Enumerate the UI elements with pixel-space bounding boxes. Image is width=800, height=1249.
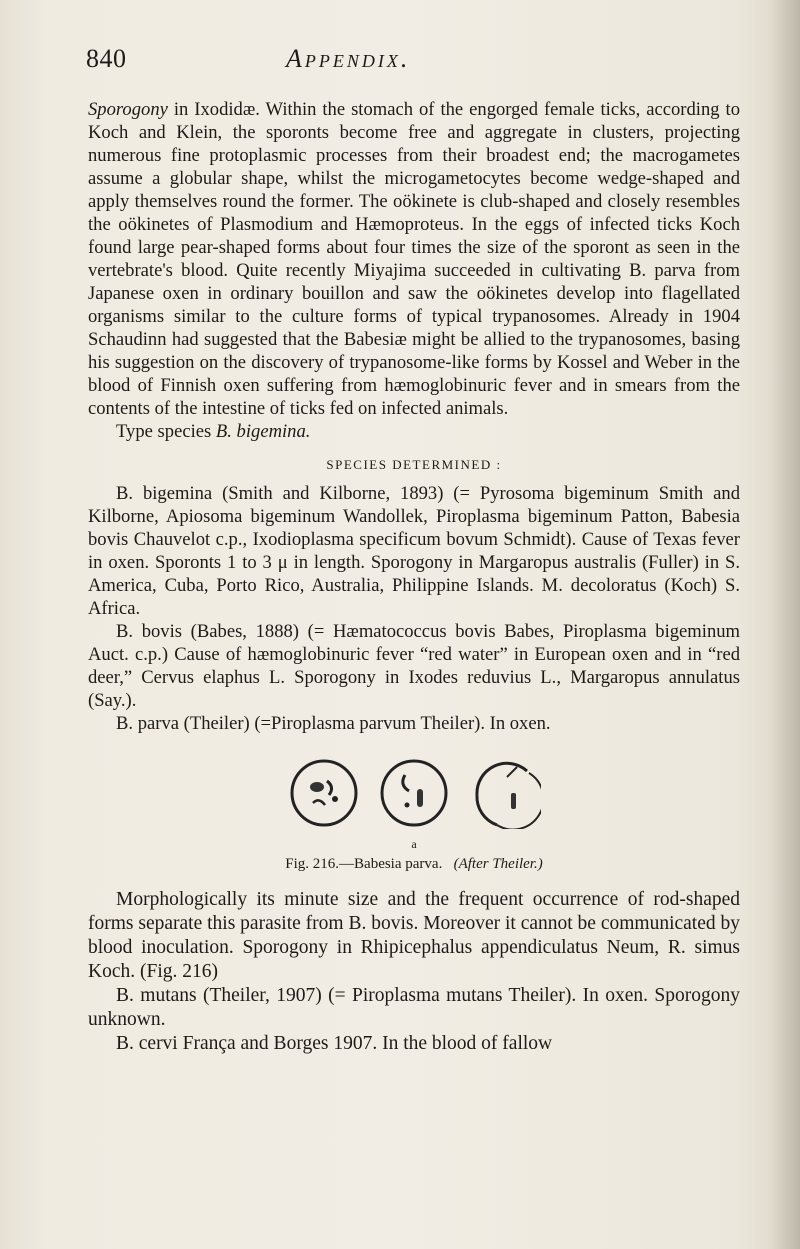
running-head: Appendix. xyxy=(286,44,411,73)
type-species-line xyxy=(88,420,740,443)
species-parva-entry: B. parva (Theiler) (=Piroplasma parvum Theiler). In oxen. xyxy=(116,713,551,734)
intro-paragraph xyxy=(88,98,740,420)
figure-caption-credit: (After Theiler.) xyxy=(453,856,543,872)
morphology-paragraph: Morphologically its minute size and the frequent occurrence of rod-shaped forms separate this parasite from B. bovis. Moreover it cannot be communicated by blood inoculation. Sporogony in Rhipicephalus appendiculatus Neum, R. simus Koch. (Fig. 216) xyxy=(88,889,740,982)
sporogony-label: Sporogony xyxy=(88,99,168,120)
species-heading: SPECIES DETERMINED : xyxy=(326,457,502,472)
page-header xyxy=(86,44,726,80)
babesia-parva-cell-2 xyxy=(377,755,451,829)
species-bovis-entry: B. bovis (Babes, 1888) (= Hæmatococcus bovis Babes, Piroplasma bigeminum Auct. c.p.) Cause of hæmoglobinuric fever “red water” in European oxen and in “red deer,” Cervus elaphus L. Sporogony in Ixodes reduvius L., Margaropus annulatus (Say.). xyxy=(88,621,740,711)
species-mutans-entry: B. mutans (Theiler, 1907) (= Piroplasma mutans Theiler). In oxen. Sporogony unknown. xyxy=(88,985,740,1030)
babesia-parva-cell-3 xyxy=(467,755,541,829)
page-number: 840 xyxy=(86,44,127,73)
figure-cell-3 xyxy=(467,755,541,829)
type-species-prefix: Type species xyxy=(116,421,216,442)
figure-caption xyxy=(88,853,740,876)
type-species-name: B. bigemina. xyxy=(215,421,311,442)
figure-cell-1 xyxy=(287,755,361,829)
page-content xyxy=(88,98,740,1056)
figure-216-illustrations xyxy=(88,755,740,829)
page-edge-shadow xyxy=(770,0,800,1249)
species-bigemina-entry: B. bigemina (Smith and Kilborne, 1893) (= Pyrosoma bigeminum Smith and Kilborne, Apiosoma bigeminum Wandollek, Piroplasma bigeminum Patton, Babesia bovis Chauvelot c.p., Ixodioplasma specificum bovum Schmidt). Cause of Texas fever in oxen. Sporonts 1 to 3 μ in length. Sporogony in Margaropus australis (Fuller) in S. America, Cuba, Porto Rico, Australia, Philippine Islands. M. decoloratus (Koch) S. Africa. xyxy=(88,483,740,619)
figure-caption-main: Fig. 216.—Babesia parva. xyxy=(285,856,443,872)
babesia-parva-cell-1 xyxy=(287,755,361,829)
species-cervi-entry: B. cervi França and Borges 1907. In the blood of fallow xyxy=(116,1033,553,1054)
figure-cell-2 xyxy=(377,755,451,829)
intro-text: in Ixodidæ. Within the stomach of the engorged female ticks, according to Koch and Klein, the sporonts become free and aggregate in clusters, projecting numerous fine protoplasmic processes from their broadest end; the macrogametes assume a globular shape, whilst the microgametocytes become wedge-shaped and apply themselves round the former. The oökinete is club-shaped and closely resembles the oökinetes of Plasmodium and Hæmoproteus. In the eggs of infected ticks Koch found large pear-shaped forms about four times the size of the sporont as seen in the vertebrate's blood. Quite recently Miyajima succeeded in cultivating B. parva from Japanese oxen in ordinary bouillon and saw the oökinetes develop into flagellated organisms similar to the culture forms of typical trypanosomes. Already in 1904 Schaudinn had suggested that the Babesiæ might be allied to the trypanosomes, basing his suggestion on the discovery of trypanosome-like forms by Kossel and Weber in the blood of Finnish oxen suffering from hæmoglobinuric fever and in smears from the contents of the intestine of ticks fed on infected animals. xyxy=(88,99,740,419)
figure-scale-mark: a xyxy=(411,837,417,851)
